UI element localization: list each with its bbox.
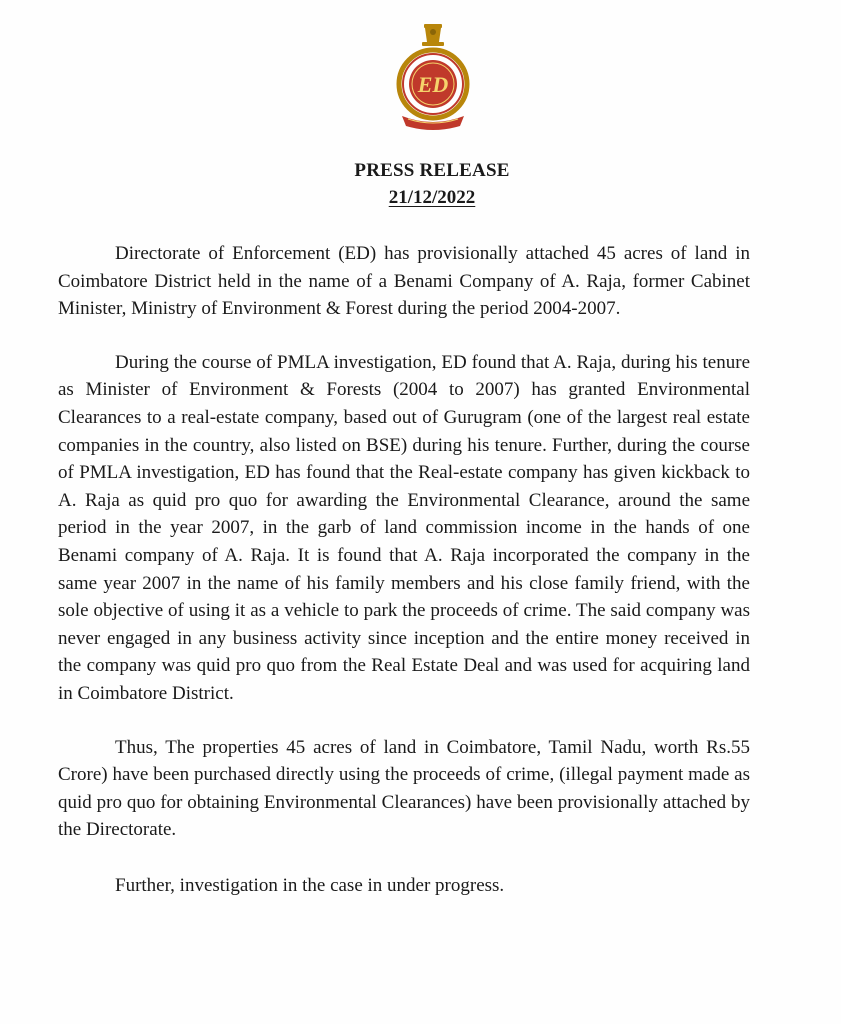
paragraph-1: Directorate of Enforcement (ED) has provisionally attached 45 acres of land in Coimbatore District held in the name of a Benami Company of A. Raja, former Cabinet Minister, Ministry of Environment & Forest during the period 2004-2007. — [58, 243, 750, 320]
title-block — [0, 158, 841, 212]
press-release-body — [58, 240, 750, 925]
page-title: PRESS RELEASE — [354, 160, 510, 181]
ed-emblem-icon — [388, 22, 478, 134]
paragraph-3: Thus, The properties 45 acres of land in Coimbatore, Tamil Nadu, worth Rs.55 Crore) have been purchased directly using the proceeds of crime, (illegal payment made as quid pro quo for obtaining Environmental Clearances) have been provisionally attached by the Directorate. — [58, 736, 750, 841]
release-date: 21/12/2022 — [388, 187, 476, 208]
paragraph-4: Further, investigation in the case in under progress. — [115, 874, 505, 896]
paragraph-2: During the course of PMLA investigation, ED found that A. Raja, during his tenure as Minister of Environment & Forests (2004 to 2007) has granted Environmental Clearances to a real-estate company, based out of Gurugram (one of the largest real estate companies in the country, also listed on BSE) during his tenure. Further, during the course of PMLA investigation, ED has found that the Real-estate company has given kickback to A. Raja as quid pro quo for awarding the Environmental Clearance, around the same period in the year 2007, in the garb of land commission income in the hands of one Benami company of A. Raja. It is found that A. Raja incorporated the company in the same year 2007 in the name of his family members and his close family friend, with the sole objective of using it as a vehicle to park the proceeds of crime. The said company was never engaged in any business activity since inception and the entire money received in the company was quid pro quo from the Real Estate Deal and was used for acquiring land in Coimbatore District. — [58, 351, 750, 704]
emblem-monogram: ED — [417, 72, 449, 97]
